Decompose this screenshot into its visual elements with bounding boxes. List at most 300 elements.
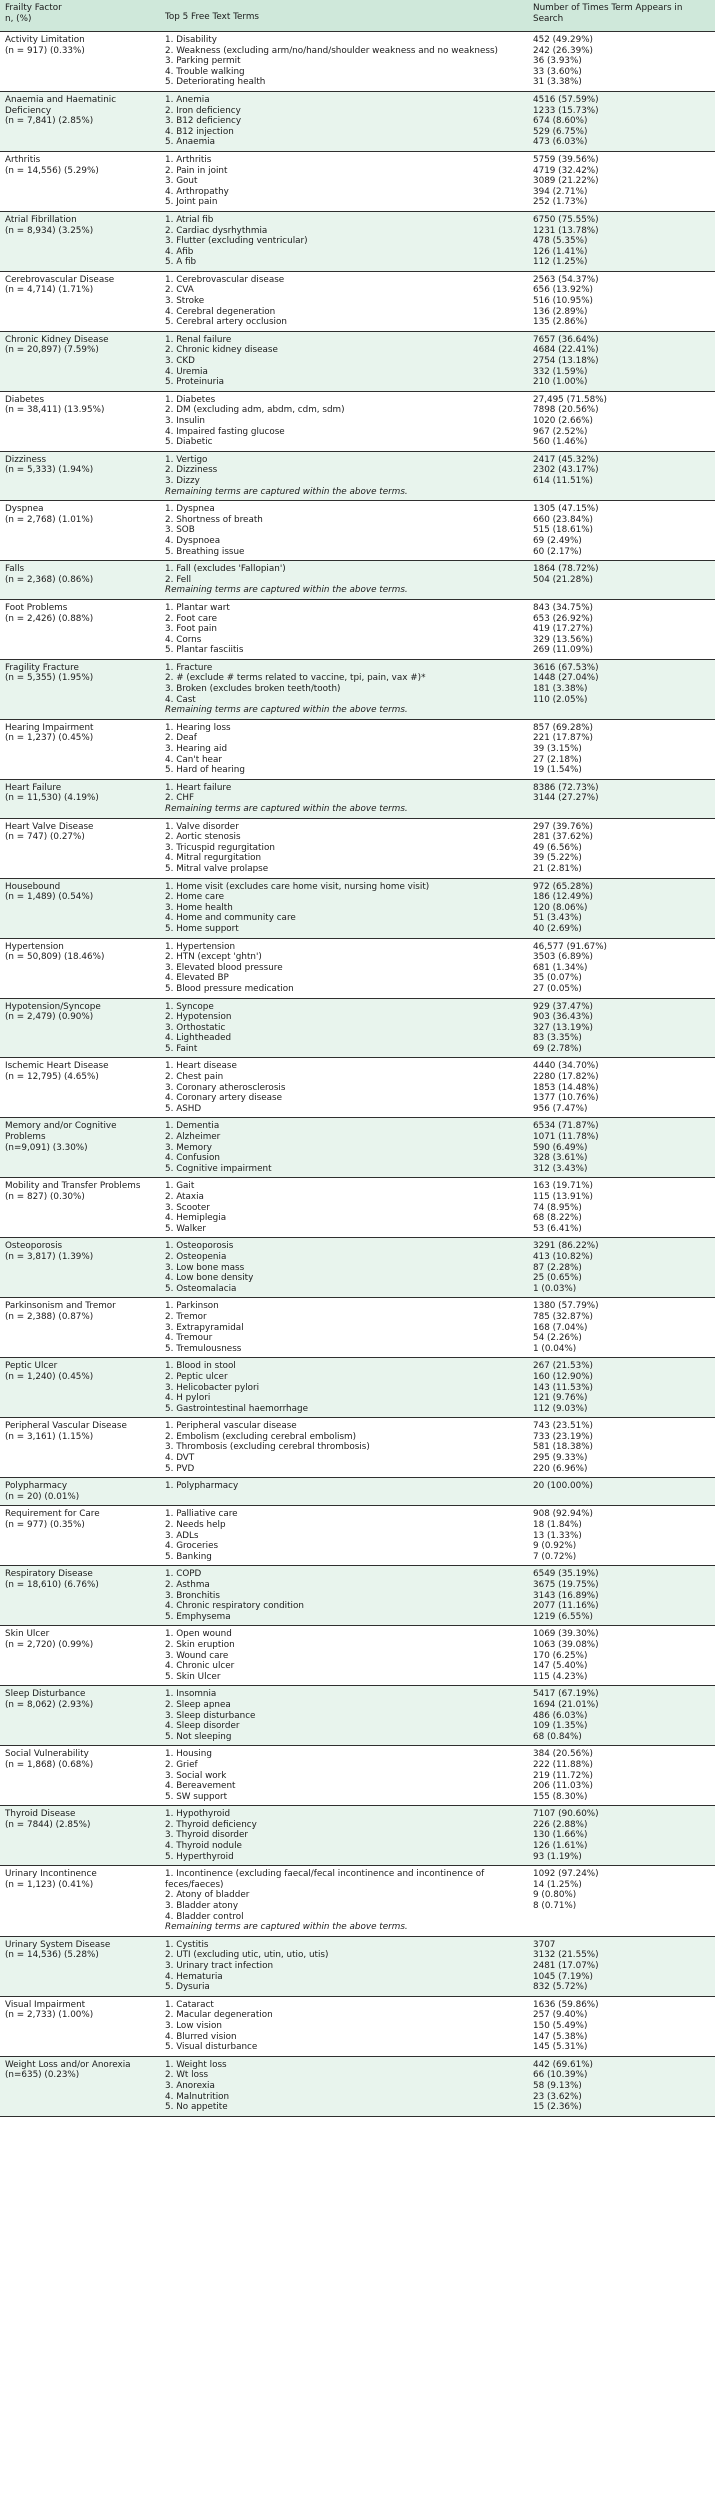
term-item: 3. Wound care — [165, 1650, 229, 1661]
term-item: 2. Sleep apnea — [165, 1699, 231, 1710]
count-item: 155 (8.30%) — [533, 1791, 588, 1802]
count-item: 49 (6.56%) — [533, 842, 582, 853]
counts-cell — [528, 1866, 715, 1937]
table-row — [0, 1238, 715, 1298]
term-item: 1. Diabetes — [165, 394, 216, 405]
term-item: 5. Mitral valve prolapse — [165, 863, 269, 874]
count-item: 58 (9.13%) — [533, 2080, 582, 2091]
count-item: 110 (2.05%) — [533, 694, 588, 705]
frailty-factor-count: (n = 2,388) (0.87%) — [5, 1311, 94, 1322]
term-item: 5. A fib — [165, 257, 197, 268]
term-item: 5. Hard of hearing — [165, 765, 245, 776]
frailty-factor-cell — [0, 719, 160, 779]
frailty-factor-name: Hypertension — [5, 941, 64, 952]
term-item: 1. Hearing loss — [165, 722, 231, 733]
count-item: 3707 — [533, 1939, 556, 1950]
term-item: 4. Arthropathy — [165, 186, 229, 197]
count-item: 145 (5.31%) — [533, 2042, 588, 2053]
count-item: 6750 (75.55%) — [533, 214, 599, 225]
frailty-factor-name: Osteoporosis — [5, 1241, 63, 1252]
terms-cell — [160, 331, 528, 391]
frailty-factor-name: Foot Problems — [5, 602, 68, 613]
counts-cell — [528, 151, 715, 211]
count-item: 1448 (27.04%) — [533, 673, 599, 684]
count-item: 150 (5.49%) — [533, 2020, 588, 2031]
frailty-factor-cell — [0, 211, 160, 271]
counts-cell — [528, 938, 715, 998]
table-row — [0, 1746, 715, 1806]
table-row — [0, 1626, 715, 1686]
count-item: 1305 (47.15%) — [533, 504, 599, 515]
term-item: 1. Polypharmacy — [165, 1481, 239, 1492]
terms-cell — [160, 1058, 528, 1118]
term-item: 5. Skin Ulcer — [165, 1671, 221, 1682]
count-item: 186 (12.49%) — [533, 892, 593, 903]
count-item: 222 (11.88%) — [533, 1759, 593, 1770]
count-item: 1233 (15.73%) — [533, 105, 599, 116]
frailty-factor-count: (n = 917) (0.33%) — [5, 45, 85, 56]
term-item: 4. Cast — [165, 694, 196, 705]
term-item: 1. Hypertension — [165, 941, 236, 952]
count-item: 1045 (7.19%) — [533, 1971, 593, 1982]
table-row — [0, 938, 715, 998]
count-item: 1853 (14.48%) — [533, 1082, 599, 1093]
term-item: 4. Elevated BP — [165, 973, 229, 984]
count-item: 681 (1.34%) — [533, 962, 588, 973]
term-item: 5. Not sleeping — [165, 1731, 232, 1742]
count-item: 1063 (39.08%) — [533, 1639, 599, 1650]
count-item: 68 (8.22%) — [533, 1213, 582, 1224]
term-item: 2. Shortness of breath — [165, 514, 263, 525]
count-item: 504 (21.28%) — [533, 574, 593, 585]
terms-cell — [160, 1178, 528, 1238]
frailty-factor-count: (n = 3,817) (1.39%) — [5, 1251, 94, 1262]
count-item: 257 (9.40%) — [533, 2010, 588, 2021]
table-row — [0, 659, 715, 719]
terms-cell — [160, 1866, 528, 1937]
counts-cell — [528, 599, 715, 659]
frailty-factor-cell — [0, 91, 160, 151]
frailty-factor-cell — [0, 818, 160, 878]
terms-cell — [160, 1996, 528, 2056]
frailty-factor-count: (n = 2,733) (1.00%) — [5, 2010, 94, 2021]
term-item: 2. Embolism (excluding cerebral embolism) — [165, 1431, 357, 1442]
term-item: 5. Breathing issue — [165, 546, 245, 557]
count-item: 19 (1.54%) — [533, 765, 582, 776]
term-item: 4. Mitral regurgitation — [165, 853, 262, 864]
count-item: 121 (9.76%) — [533, 1393, 588, 1404]
term-item: 3. Bladder atony — [165, 1901, 239, 1912]
term-item: 5. Anaemia — [165, 137, 215, 148]
term-item: 5. No appetite — [165, 2102, 228, 2113]
frailty-factor-name: Peripheral Vascular Disease — [5, 1421, 127, 1432]
term-item: 4. Hematuria — [165, 1971, 223, 1982]
count-item: 221 (17.87%) — [533, 733, 593, 744]
count-item: 581 (18.38%) — [533, 1442, 593, 1453]
count-item: 327 (13.19%) — [533, 1022, 593, 1033]
count-item: 529 (6.75%) — [533, 126, 588, 137]
term-item: 5. Visual disturbance — [165, 2042, 258, 2053]
frailty-factor-name: Housebound — [5, 881, 61, 892]
term-item: 3. Stroke — [165, 296, 205, 307]
header-counts — [528, 0, 715, 32]
terms-cell — [160, 1478, 528, 1506]
counts-cell — [528, 271, 715, 331]
frailty-factor-count: (n = 2,426) (0.88%) — [5, 613, 94, 624]
term-item: 4. Can't hear — [165, 754, 222, 765]
count-item: 295 (9.33%) — [533, 1453, 588, 1464]
count-item: 929 (37.47%) — [533, 1001, 593, 1012]
frailty-factor-cell — [0, 1746, 160, 1806]
count-item: 733 (23.19%) — [533, 1431, 593, 1442]
term-item: 2. DM (excluding adm, abdm, cdm, sdm) — [165, 405, 345, 416]
terms-cell — [160, 1238, 528, 1298]
count-item: 1219 (6.55%) — [533, 1611, 593, 1622]
count-item: 83 (3.35%) — [533, 1033, 582, 1044]
count-item: 40 (2.69%) — [533, 923, 582, 934]
frailty-factor-name: Dyspnea — [5, 504, 44, 515]
term-item: 2. Thyroid deficiency — [165, 1819, 257, 1830]
counts-cell — [528, 2056, 715, 2116]
count-item: 15 (2.36%) — [533, 2102, 582, 2113]
term-item: 3. Social work — [165, 1770, 227, 1781]
term-item: 2. Needs help — [165, 1520, 226, 1531]
count-item: 1 (0.03%) — [533, 1283, 577, 1294]
term-item: 3. Low bone mass — [165, 1262, 245, 1273]
count-item: 163 (19.71%) — [533, 1181, 593, 1192]
term-item: 3. Sleep disturbance — [165, 1710, 256, 1721]
counts-cell — [528, 1566, 715, 1626]
count-item: 1 (0.04%) — [533, 1343, 577, 1354]
frailty-factor-name: Ischemic Heart Disease — [5, 1061, 109, 1072]
terms-cell — [160, 719, 528, 779]
count-item: 8 (0.71%) — [533, 1901, 577, 1912]
count-item: 2417 (45.32%) — [533, 454, 599, 465]
frailty-factor-cell — [0, 1238, 160, 1298]
term-item: 5. SW support — [165, 1791, 228, 1802]
term-item: 1. Weight loss — [165, 2059, 227, 2070]
count-item: 832 (5.72%) — [533, 1982, 588, 1993]
count-item: 60 (2.17%) — [533, 546, 582, 557]
table-row — [0, 1506, 715, 1566]
term-item: 5. Plantar fasciitis — [165, 645, 244, 656]
term-item: 1. Cystitis — [165, 1939, 209, 1950]
term-item: 2. Home care — [165, 892, 225, 903]
count-item: 785 (32.87%) — [533, 1311, 593, 1322]
terms-cell — [160, 1358, 528, 1418]
frailty-factor-name: Anaemia and Haematinic Deficiency — [5, 94, 117, 116]
count-item: 1071 (11.78%) — [533, 1132, 599, 1143]
frailty-factor-count: (n = 747) (0.27%) — [5, 832, 85, 843]
count-item: 18 (1.84%) — [533, 1520, 582, 1531]
terms-cell — [160, 998, 528, 1058]
term-item: 3. Gout — [165, 176, 198, 187]
count-item: 3503 (6.89%) — [533, 952, 593, 963]
frailty-factor-cell — [0, 1936, 160, 1996]
count-item: 66 (10.39%) — [533, 2070, 588, 2081]
term-item: 2. Foot care — [165, 613, 218, 624]
term-item: 3. Broken (excludes broken teeth/tooth) — [165, 684, 341, 695]
count-item: 14 (1.25%) — [533, 1879, 582, 1890]
terms-cell — [160, 501, 528, 561]
table-row — [0, 1478, 715, 1506]
term-item: 3. Parking permit — [165, 56, 241, 67]
count-item: 312 (3.43%) — [533, 1163, 588, 1174]
frailty-factor-cell — [0, 1478, 160, 1506]
count-item: 516 (10.95%) — [533, 296, 593, 307]
count-item: 7898 (20.56%) — [533, 405, 599, 416]
count-item: 843 (34.75%) — [533, 602, 593, 613]
term-item: 1. Parkinson — [165, 1301, 219, 1312]
frailty-factor-cell — [0, 1506, 160, 1566]
counts-cell — [528, 818, 715, 878]
frailty-factor-cell — [0, 1686, 160, 1746]
table-row — [0, 91, 715, 151]
term-item: 1. Hypothyroid — [165, 1809, 231, 1820]
header-col1-title: Frailty Factor — [5, 3, 62, 13]
term-item: 1. Fall (excludes 'Fallopian') — [165, 564, 286, 575]
frailty-factor-count: (n = 3,161) (1.15%) — [5, 1431, 94, 1442]
count-item: 13 (1.33%) — [533, 1530, 582, 1541]
counts-cell — [528, 561, 715, 600]
term-item: 1. Cerebrovascular disease — [165, 274, 285, 285]
term-item: 2. CHF — [165, 793, 195, 804]
term-item: 3. Extrapyramidal — [165, 1322, 244, 1333]
term-item: 2. Weakness (excluding arm/no/hand/shoulder weakness and no weakness) — [165, 45, 498, 56]
term-item: 2. CVA — [165, 285, 194, 296]
count-item: 1377 (10.76%) — [533, 1093, 599, 1104]
counts-cell — [528, 1936, 715, 1996]
frailty-factor-name: Hearing Impairment — [5, 722, 94, 733]
count-item: 54 (2.26%) — [533, 1333, 582, 1344]
terms-cell — [160, 659, 528, 719]
counts-cell — [528, 1418, 715, 1478]
frailty-factor-cell — [0, 271, 160, 331]
table-row — [0, 1118, 715, 1178]
count-item: 220 (6.96%) — [533, 1463, 588, 1474]
term-item: 1. Atrial fib — [165, 214, 214, 225]
count-item: 27,495 (71.58%) — [533, 394, 607, 405]
frailty-factor-count: (n = 1,240) (0.45%) — [5, 1371, 94, 1382]
count-item: 126 (1.41%) — [533, 246, 588, 257]
term-item: 5. Tremulousness — [165, 1343, 242, 1354]
frailty-factor-name: Visual Impairment — [5, 1999, 86, 2010]
count-item: 3144 (27.27%) — [533, 793, 599, 804]
count-item: 332 (1.59%) — [533, 366, 588, 377]
count-item: 46,577 (91.67%) — [533, 941, 607, 952]
frailty-factor-count: (n = 12,795) (4.65%) — [5, 1072, 99, 1083]
count-item: 69 (2.49%) — [533, 535, 582, 546]
term-item: 1. Open wound — [165, 1629, 232, 1640]
term-item: 3. Thyroid disorder — [165, 1830, 249, 1841]
table-row — [0, 1418, 715, 1478]
counts-cell — [528, 1806, 715, 1866]
frailty-factor-name: Thyroid Disease — [5, 1809, 76, 1820]
count-item: 614 (11.51%) — [533, 475, 593, 486]
count-item: 4516 (57.59%) — [533, 94, 599, 105]
count-item: 20 (100.00%) — [533, 1481, 593, 1492]
table-row — [0, 451, 715, 500]
count-item: 281 (37.62%) — [533, 832, 593, 843]
frailty-factor-count: (n = 827) (0.30%) — [5, 1192, 85, 1202]
frailty-factor-count: (n = 18,610) (6.76%) — [5, 1580, 99, 1590]
term-item: 5. ASHD — [165, 1103, 202, 1114]
frailty-factor-cell — [0, 451, 160, 500]
counts-cell — [528, 719, 715, 779]
term-item: 1. Insomnia — [165, 1689, 217, 1700]
count-item: 297 (39.76%) — [533, 821, 593, 832]
term-item: 4. Sleep disorder — [165, 1721, 240, 1732]
frailty-factor-count: (n = 20,897) (7.59%) — [5, 345, 99, 356]
count-item: 170 (6.25%) — [533, 1650, 588, 1661]
term-item: 2. Peptic ulcer — [165, 1371, 228, 1382]
term-item: 1. Heart disease — [165, 1061, 237, 1072]
term-item: 1. Vertigo — [165, 454, 208, 465]
frailty-factor-cell — [0, 659, 160, 719]
frailty-factor-count: (n = 1,237) (0.45%) — [5, 733, 94, 744]
term-item: 5. Hyperthyroid — [165, 1851, 234, 1862]
term-item: 1. Dyspnea — [165, 504, 215, 515]
term-item: 1. Dementia — [165, 1121, 220, 1132]
count-item: 1020 (2.66%) — [533, 416, 593, 426]
count-item: 6534 (71.87%) — [533, 1121, 599, 1132]
count-item: 3132 (21.55%) — [533, 1950, 599, 1961]
table-row — [0, 331, 715, 391]
count-item: 8386 (72.73%) — [533, 782, 599, 793]
count-item: 1864 (78.72%) — [533, 564, 599, 575]
count-item: 27 (0.05%) — [533, 983, 582, 994]
term-item: 4. DVT — [165, 1453, 195, 1464]
term-item: 5. Walker — [165, 1223, 206, 1234]
count-item: 112 (9.03%) — [533, 1403, 588, 1414]
term-item: 5. Diabetic — [165, 437, 213, 448]
header-terms — [160, 0, 528, 32]
frailty-factor-count: (n=9,091) (3.30%) — [5, 1142, 88, 1153]
term-item: 1. Peripheral vascular disease — [165, 1421, 297, 1432]
frailty-factor-name: Sleep Disturbance — [5, 1689, 86, 1700]
frailty-factor-cell — [0, 32, 160, 92]
frailty-factor-count: (n = 1,489) (0.54%) — [5, 892, 94, 903]
count-item: 419 (17.27%) — [533, 624, 593, 635]
term-item: 4. Chronic ulcer — [165, 1661, 235, 1672]
frailty-factor-name: Polypharmacy — [5, 1481, 68, 1492]
count-item: 21 (2.81%) — [533, 863, 582, 874]
count-item: 36 (3.93%) — [533, 56, 582, 67]
count-item: 590 (6.49%) — [533, 1142, 588, 1153]
terms-cell — [160, 561, 528, 600]
term-item: 5. Banking — [165, 1551, 212, 1562]
count-item: 1092 (97.24%) — [533, 1869, 599, 1880]
term-item: 4. H pylori — [165, 1393, 211, 1404]
count-item: 1694 (21.01%) — [533, 1699, 599, 1710]
count-item: 2754 (13.18%) — [533, 356, 599, 367]
frailty-factor-name: Atrial Fibrillation — [5, 214, 77, 225]
count-item: 130 (1.66%) — [533, 1830, 588, 1841]
count-item: 3675 (19.75%) — [533, 1580, 599, 1590]
table-header-row — [0, 0, 715, 32]
count-item: 31 (3.38%) — [533, 77, 582, 88]
frailty-factor-count: (n = 5,333) (1.94%) — [5, 465, 94, 476]
term-item: 3. Low vision — [165, 2020, 222, 2031]
table-row — [0, 271, 715, 331]
term-item: 2. Ataxia — [165, 1192, 204, 1202]
frailty-factor-cell — [0, 938, 160, 998]
count-item: 136 (2.89%) — [533, 306, 588, 317]
term-item: 5. Faint — [165, 1043, 198, 1054]
count-item: 4719 (32.42%) — [533, 165, 599, 176]
count-item: 394 (2.71%) — [533, 186, 588, 197]
counts-cell — [528, 91, 715, 151]
term-item: 4. Afib — [165, 246, 194, 257]
term-item: 1. Valve disorder — [165, 821, 239, 832]
table-row — [0, 719, 715, 779]
counts-cell — [528, 1746, 715, 1806]
term-item: 4. Hemiplegia — [165, 1213, 227, 1224]
count-item: 126 (1.61%) — [533, 1841, 588, 1852]
frailty-factor-count: (n = 50,809) (18.46%) — [5, 952, 105, 963]
term-item: 2. Pain in joint — [165, 165, 228, 176]
frailty-factor-cell — [0, 878, 160, 938]
count-item: 956 (7.47%) — [533, 1103, 588, 1114]
term-item: 4. Bladder control — [165, 1911, 244, 1922]
term-item: 3. Thrombosis (excluding cerebral thrombosis) — [165, 1442, 370, 1453]
term-item: 4. Home and community care — [165, 913, 296, 924]
terms-cell — [160, 1118, 528, 1178]
frailty-factor-count: (n = 2,720) (0.99%) — [5, 1639, 94, 1650]
table-row — [0, 1936, 715, 1996]
frailty-factor-count: (n = 2,479) (0.90%) — [5, 1012, 94, 1023]
remaining-terms-note: Remaining terms are captured within the above terms. — [165, 486, 408, 497]
table-row — [0, 391, 715, 451]
terms-cell — [160, 779, 528, 818]
term-item: 4. Dyspnoea — [165, 535, 221, 546]
frailty-factor-cell — [0, 1418, 160, 1478]
counts-cell — [528, 1058, 715, 1118]
count-item: 656 (13.92%) — [533, 285, 593, 296]
count-item: 2563 (54.37%) — [533, 274, 599, 285]
term-item: 1. Syncope — [165, 1001, 214, 1012]
term-item: 2. Atony of bladder — [165, 1890, 250, 1901]
terms-cell — [160, 1746, 528, 1806]
term-item: 5. Proteinuria — [165, 377, 225, 388]
table-row — [0, 561, 715, 600]
frailty-factor-count: (n = 20) (0.01%) — [5, 1491, 80, 1502]
frailty-factor-name: Mobility and Transfer Problems — [5, 1181, 141, 1192]
term-item: 4. Blurred vision — [165, 2031, 237, 2042]
table-row — [0, 501, 715, 561]
count-item: 4684 (22.41%) — [533, 345, 599, 356]
table-row — [0, 151, 715, 211]
frailty-factor-name: Social Vulnerability — [5, 1749, 89, 1760]
counts-cell — [528, 1238, 715, 1298]
term-item: 2. Osteopenia — [165, 1251, 227, 1262]
frailty-factor-cell — [0, 1298, 160, 1358]
count-item: 27 (2.18%) — [533, 754, 582, 765]
terms-cell — [160, 271, 528, 331]
frailty-factor-count: (n = 2,768) (1.01%) — [5, 514, 94, 525]
count-item: 120 (8.06%) — [533, 902, 588, 913]
counts-cell — [528, 391, 715, 451]
frailty-factor-cell — [0, 2056, 160, 2116]
frailty-factor-count: (n = 5,355) (1.95%) — [5, 673, 94, 684]
count-item: 25 (0.65%) — [533, 1273, 582, 1284]
count-item: 135 (2.86%) — [533, 317, 588, 328]
frailty-factor-name: Heart Failure — [5, 782, 62, 793]
term-item: 4. Bereavement — [165, 1781, 236, 1792]
term-item: 2. Tremor — [165, 1311, 207, 1322]
remaining-terms-note: Remaining terms are captured within the above terms. — [165, 705, 408, 716]
count-item: 269 (11.09%) — [533, 645, 593, 656]
